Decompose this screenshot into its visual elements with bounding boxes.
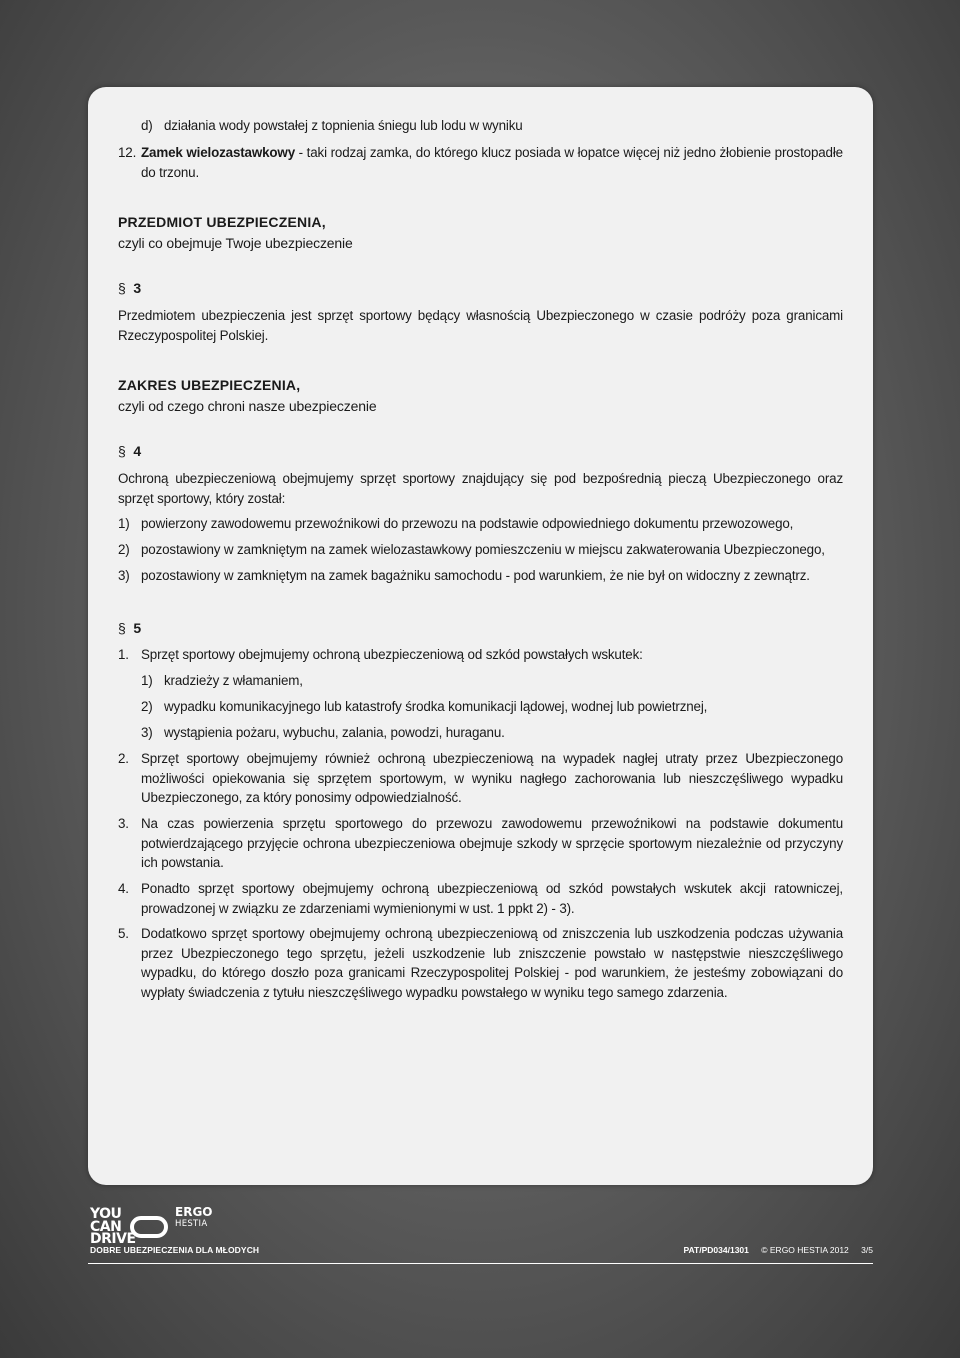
item-text: działania wody powstałej z topnienia śniegu lub lodu w wyniku: [164, 118, 523, 133]
paragraph-3-text: Przedmiotem ubezpieczenia jest sprzęt sportowy będący własnością Ubezpieczonego w czasie podróży poza granicami Rzeczypospolitej Polskiej.: [118, 308, 843, 343]
paragraph-number: 5: [133, 620, 142, 636]
item-label: 2): [118, 542, 130, 557]
section-heading-zakres: [118, 376, 843, 416]
item-text: Sprzęt sportowy obejmujemy ochroną ubezpieczeniową od szkód powstałych wskutek:: [141, 647, 643, 662]
item-text: Sprzęt sportowy obejmujemy również ochroną ubezpieczeniową na wypadek nagłej utraty przez Ubezpieczonego możliwości opiekowania się sprzętem sportowym, w wyniku nagłego zachorowania lub nieszczęśliwego wypadku Ubezpieczonego, za który ponosimy odpowiedzialność.: [141, 751, 843, 805]
list-item-d: [141, 116, 843, 136]
item-label: 3.: [118, 816, 129, 831]
section-symbol: §: [118, 443, 126, 459]
copyright: © ERGO HESTIA 2012: [761, 1245, 849, 1255]
item-text: wypadku komunikacyjnego lub katastrofy środka komunikacji lądowej, wodnej lub powietrznej,: [164, 699, 708, 714]
section-subtitle: czyli od czego chroni nasze ubezpieczenie: [118, 397, 377, 414]
page-footer: [88, 1195, 873, 1275]
ergo-label: ERGO: [175, 1205, 213, 1219]
item-text: Na czas powierzenia sprzętu sportowego do przewozu zawodowemu przewoźnikowi na podstawie dokumentu potwierdzającego przyjęcie ochrona ubezpieczeniowa obejmuje szkody w sprzęcie sportowym niezależnie od przyczyny ich powstania.: [141, 816, 843, 870]
item-text: pozostawiony w zamkniętym na zamek wielozastawkowy pomieszczeniu w miejscu zakwaterowania Ubezpieczonego,: [141, 542, 825, 557]
item-label: 2.: [118, 751, 129, 766]
item-label: 3): [118, 568, 130, 583]
document-page: [88, 87, 873, 1185]
section-subtitle: czyli co obejmuje Twoje ubezpieczenie: [118, 234, 353, 251]
item-text: pozostawiony w zamkniętym na zamek bagażniku samochodu - pod warunkiem, że nie był on widoczny z zewnątrz.: [141, 568, 810, 583]
document-code: PAT/PD034/1301: [683, 1245, 749, 1255]
definition-12: [118, 143, 843, 182]
paragraph-4-intro: Ochroną ubezpieczeniową obejmujemy sprzęt sportowy znajdujący się pod bezpośrednią pieczą Ubezpieczonego oraz sprzęt sportowy, który został:: [118, 471, 843, 506]
item-text: Ponadto sprzęt sportowy obejmujemy ochroną ubezpieczeniową od szkód powstałych wskutek akcji ratowniczej, prowadzonej w związku ze zdarzeniami wymienionymi w ust. 1 ppkt 2) - 3).: [141, 881, 843, 916]
section-heading-przedmiot: [118, 213, 843, 253]
hestia-label: HESTIA: [175, 1219, 208, 1229]
numbered-item-4: [118, 879, 843, 918]
item-text: wystąpienia pożaru, wybuchu, zalania, powodzi, huraganu.: [164, 725, 505, 740]
item-text: kradzieży z włamaniem,: [164, 673, 303, 688]
paragraph-number: 3: [133, 280, 142, 296]
item-label: 4.: [118, 881, 129, 896]
item-label: d): [141, 118, 153, 133]
item-text: powierzony zawodowemu przewoźnikowi do przewozu na podstawie odpowiedniego dokumentu przewozowego,: [141, 516, 794, 531]
section-symbol: §: [118, 620, 126, 636]
item-label: 1.: [118, 647, 129, 662]
logo-line: CAN: [90, 1218, 122, 1235]
paragraph-marker-3: [118, 279, 843, 299]
item-label: 5.: [118, 926, 129, 941]
item-label: 2): [141, 699, 153, 714]
item-label: 3): [141, 725, 153, 740]
definition-body: - taki rodzaj zamka, do którego klucz posiada w łopatce więcej niż jedno żłobienie prostopadłe do trzonu.: [141, 145, 843, 180]
section-symbol: §: [118, 280, 126, 296]
numbered-item-2: [118, 749, 843, 808]
paragraph-number: 4: [133, 443, 142, 459]
footer-divider: [88, 1263, 873, 1264]
numbered-item-3: [118, 814, 843, 873]
footer-tagline: DOBRE UBEZPIECZENIA DLA MŁODYCH: [90, 1245, 260, 1255]
footer-meta: [684, 1245, 873, 1255]
definition-text: [118, 143, 843, 182]
page-number: 3/5: [861, 1245, 873, 1255]
paragraph-marker-4: [118, 442, 843, 462]
item-text: Dodatkowo sprzęt sportowy obejmujemy ochroną ubezpieczeniową od zniszczenia lub uszkodzenia podczas używania przez Ubezpieczonego tego sprzętu, jeżeli uszkodzenie lub zniszczenie powstało w następstwie nieszczęśliwego wypadku, do którego doszło poza granicami Rzeczypospolitej Polskiej - pod warunkiem, że jesteśmy zobowiązani do wypłaty świadczenia z tytułu nieszczęśliwego wypadku powstałego w wyniku tego samego zdarzenia.: [141, 926, 843, 1000]
logo-line: YOU: [90, 1206, 122, 1222]
item-label: 1): [141, 673, 153, 688]
numbered-item-5: [118, 924, 843, 1002]
item-label: 12.: [118, 145, 137, 160]
logo-wordmark: [90, 1208, 136, 1246]
logo-line: DRIVE: [90, 1231, 136, 1247]
section-title: PRZEDMIOT UBEZPIECZENIA,: [118, 214, 326, 230]
section-title: ZAKRES UBEZPIECZENIA,: [118, 377, 301, 393]
item-label: 1): [118, 516, 130, 531]
ergo-ring-icon: [130, 1216, 168, 1238]
defined-term: Zamek wielozastawkowy: [141, 145, 295, 160]
paragraph-marker-5: [118, 619, 843, 639]
